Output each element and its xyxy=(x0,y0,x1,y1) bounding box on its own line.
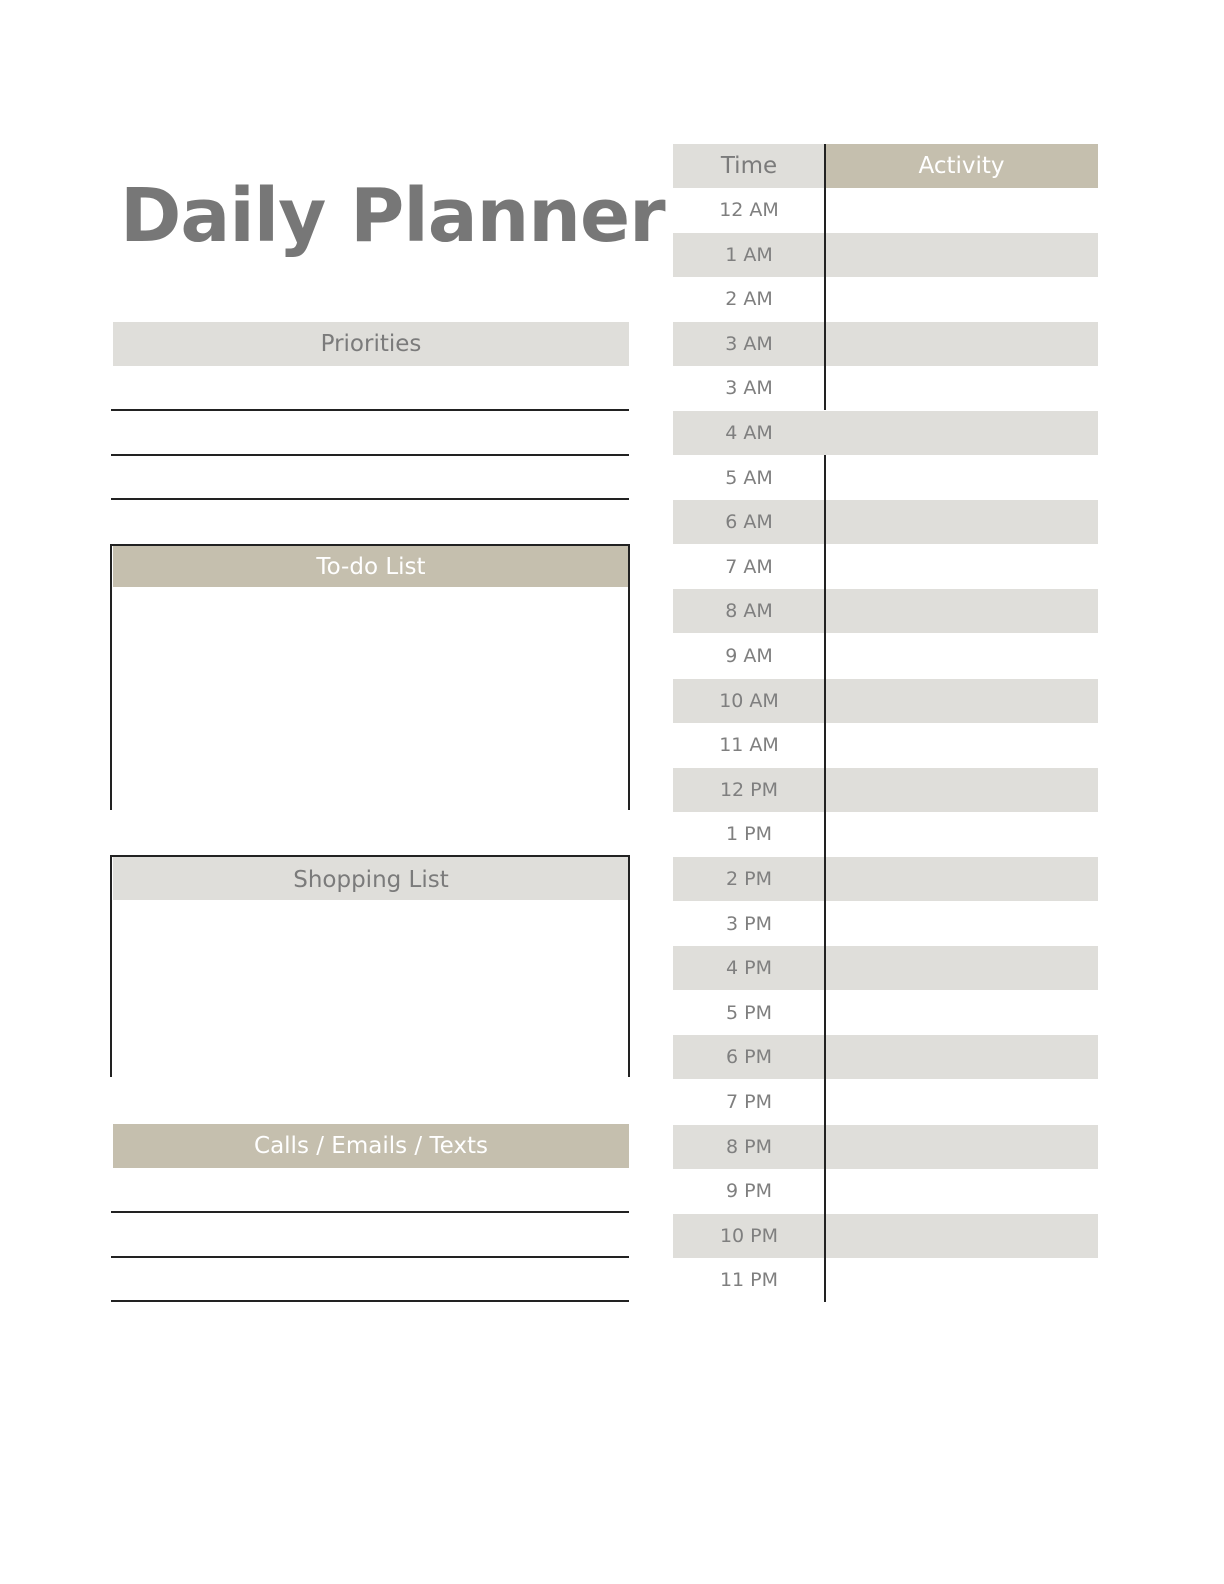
priorities-line[interactable] xyxy=(111,409,629,411)
shopping-right-border xyxy=(628,855,630,1077)
todo-header: To-do List xyxy=(113,546,629,587)
schedule-row[interactable] xyxy=(673,366,1098,410)
calls-line[interactable] xyxy=(111,1211,629,1213)
hour-label: 10 PM xyxy=(719,1224,779,1247)
schedule-row[interactable] xyxy=(673,723,1098,767)
hour-label: 12 PM xyxy=(719,778,779,801)
schedule-row[interactable] xyxy=(673,857,1098,901)
schedule-row[interactable] xyxy=(673,902,1098,946)
hour-label: 3 AM xyxy=(725,377,773,400)
hour-label: 11 AM xyxy=(719,734,779,757)
shopping-left-border xyxy=(110,855,112,1077)
todo-right-border xyxy=(628,544,630,810)
hour-label: 3 PM xyxy=(726,912,772,935)
page-title: Daily Planner xyxy=(120,173,665,259)
hour-label: 8 PM xyxy=(726,1135,772,1158)
schedule-row[interactable] xyxy=(673,233,1098,277)
hour-label: 9 AM xyxy=(725,645,773,667)
hour-label: 4 AM xyxy=(725,422,773,444)
schedule-row[interactable] xyxy=(673,322,1098,366)
calls-header: Calls / Emails / Texts xyxy=(113,1124,629,1168)
schedule-row[interactable] xyxy=(673,188,1098,232)
schedule-row[interactable] xyxy=(673,991,1098,1035)
schedule-row[interactable] xyxy=(673,500,1098,544)
hour-label: 1 AM xyxy=(725,243,773,266)
schedule-row[interactable] xyxy=(673,679,1098,723)
hour-label: 7 PM xyxy=(726,1091,772,1113)
hour-label: 2 PM xyxy=(726,868,772,890)
schedule-row[interactable] xyxy=(673,277,1098,321)
shopping-header: Shopping List xyxy=(113,857,629,900)
hour-label: 12 AM xyxy=(719,199,779,221)
hour-label: 11 PM xyxy=(719,1269,779,1292)
hour-label: 2 AM xyxy=(725,288,773,311)
schedule-row[interactable] xyxy=(673,1125,1098,1169)
schedule-row[interactable] xyxy=(673,634,1098,678)
schedule-row[interactable] xyxy=(673,456,1098,500)
hour-label: 7 AM xyxy=(725,555,773,578)
schedule-row[interactable] xyxy=(673,1169,1098,1213)
hour-label: 10 AM xyxy=(719,689,779,712)
calls-line[interactable] xyxy=(111,1300,629,1302)
column-divider xyxy=(824,455,826,1302)
schedule-row[interactable] xyxy=(673,768,1098,812)
schedule-row[interactable] xyxy=(673,946,1098,990)
schedule-row[interactable] xyxy=(673,1258,1098,1302)
hour-label: 5 AM xyxy=(725,466,773,489)
schedule-row[interactable] xyxy=(673,812,1098,856)
calls-line[interactable] xyxy=(111,1256,629,1258)
hour-label: 4 PM xyxy=(726,957,772,980)
schedule-row[interactable] xyxy=(673,545,1098,589)
priorities-line[interactable] xyxy=(111,454,629,456)
activity-column-header: Activity xyxy=(825,144,1098,188)
priorities-header: Priorities xyxy=(113,322,629,366)
time-column-header: Time xyxy=(673,144,825,188)
schedule-row[interactable] xyxy=(673,411,1098,455)
hour-label: 9 PM xyxy=(726,1180,772,1203)
hour-label: 5 PM xyxy=(726,1001,772,1024)
priorities-line[interactable] xyxy=(111,498,629,500)
hour-label: 1 PM xyxy=(726,823,772,846)
schedule-row[interactable] xyxy=(673,1214,1098,1258)
hour-label: 8 AM xyxy=(725,600,773,623)
todo-left-border xyxy=(110,544,112,810)
schedule-row[interactable] xyxy=(673,589,1098,633)
column-divider xyxy=(824,144,826,410)
schedule-row[interactable] xyxy=(673,1035,1098,1079)
hour-label: 6 AM xyxy=(725,511,773,534)
hour-label: 3 AM xyxy=(725,332,773,355)
schedule-row[interactable] xyxy=(673,1080,1098,1124)
hour-label: 6 PM xyxy=(726,1046,772,1069)
